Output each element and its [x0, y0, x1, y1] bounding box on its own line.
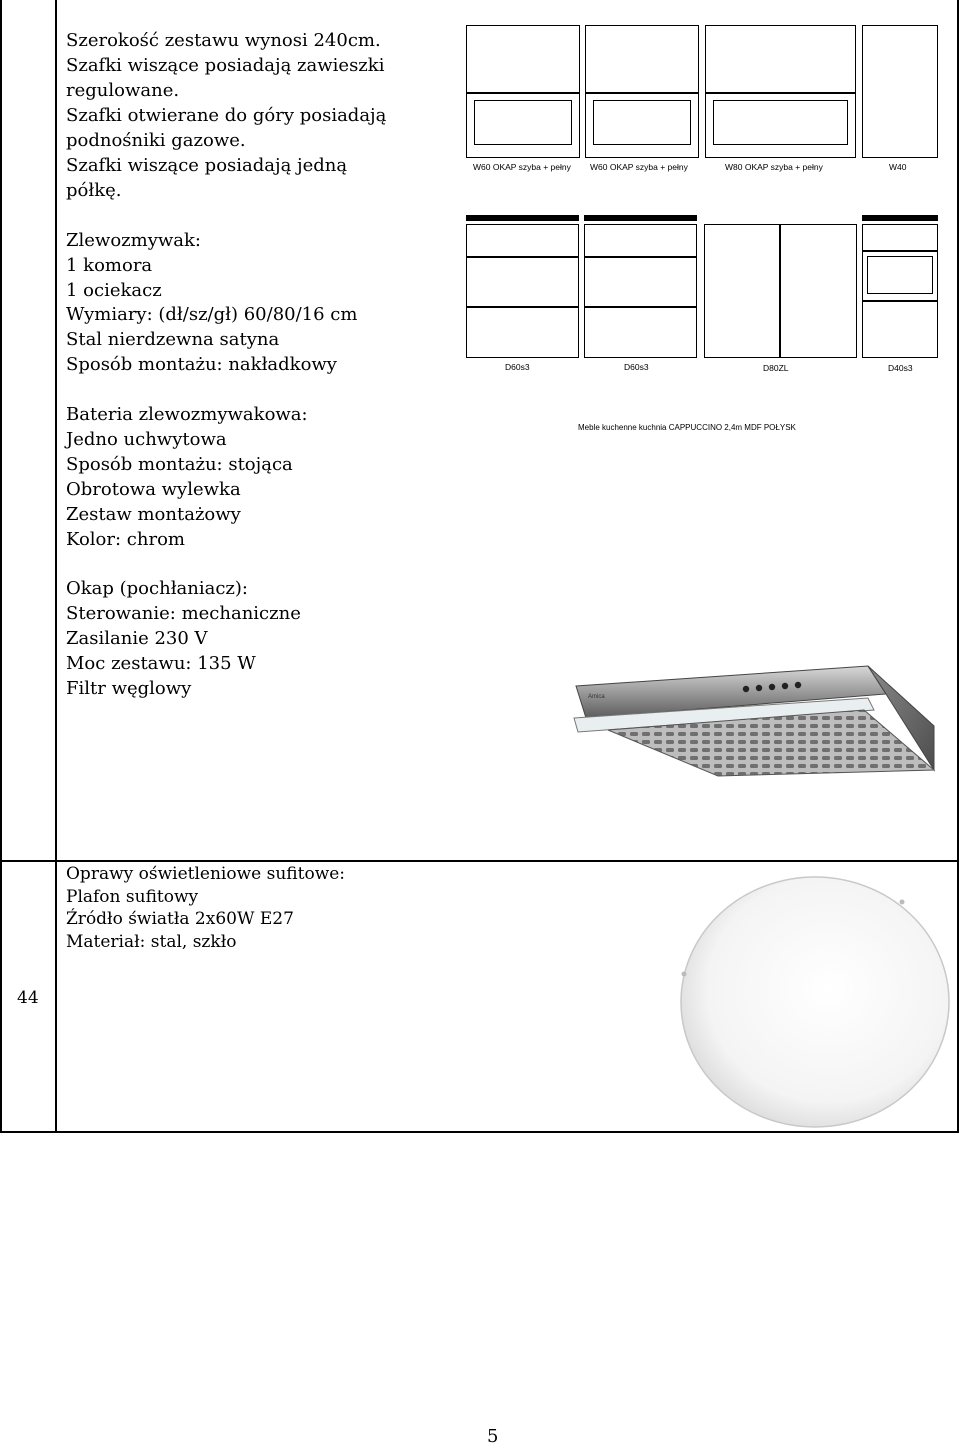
table-bottom-border	[0, 1131, 959, 1133]
cabinet-label: D60s3	[624, 362, 649, 372]
ceiling-lamp-image	[676, 872, 954, 1130]
text-line: Okap (pochłaniacz):	[66, 578, 248, 599]
cabinet-d60s3-b	[584, 224, 697, 358]
text-line: Zlewozmywak:	[66, 230, 201, 251]
hood-knob	[743, 686, 749, 692]
text-line: Szafki otwierane do góry posiadają	[66, 105, 387, 126]
text-line: regulowane.	[66, 80, 180, 101]
text-line: Wymiary: (dł/sz/gł) 60/80/16 cm	[66, 304, 358, 325]
hood-brand: Amica	[588, 694, 605, 700]
countertop	[584, 215, 697, 221]
cabinet-label: W80 OKAP szyba + pełny	[725, 162, 823, 172]
text-line: Moc zestawu: 135 W	[66, 653, 256, 674]
cabinet-label: W60 OKAP szyba + pełny	[473, 162, 571, 172]
range-hood-image	[568, 658, 938, 780]
door-divider	[779, 224, 781, 358]
cabinet-label: D60s3	[505, 362, 530, 372]
text-line: Obrotowa wylewka	[66, 479, 241, 500]
text-line: Stal nierdzewna satyna	[66, 329, 280, 350]
cabinet-glass-panel	[713, 100, 848, 145]
text-line: Bateria zlewozmywakowa:	[66, 404, 308, 425]
text-line: Sposób montażu: stojąca	[66, 454, 293, 475]
text-line: Szafki wiszące posiadają jedną	[66, 155, 348, 176]
hood-knob	[756, 685, 762, 691]
hood-knob	[795, 682, 801, 688]
text-line: Sposób montażu: nakładkowy	[66, 354, 337, 375]
text-line: Materiał: stal, szkło	[66, 932, 237, 952]
cabinet-label: W60 OKAP szyba + pełny	[590, 162, 688, 172]
text-line: Szafki wiszące posiadają zawieszki	[66, 55, 385, 76]
drawer-front	[867, 256, 933, 294]
cabinet-glass-panel	[593, 100, 691, 145]
cabinet-d60s3-a	[466, 224, 579, 358]
lamp-screw	[900, 900, 905, 905]
product-caption: Meble kuchenne kuchnia CAPPUCCINO 2,4m MDF POŁYSK	[578, 423, 796, 432]
cabinet-divider	[705, 92, 856, 94]
text-line: Jedno uchwytowa	[66, 429, 227, 450]
drawer-divider	[862, 300, 938, 302]
row-number: 44	[17, 988, 39, 1008]
text-line: półkę.	[66, 180, 122, 201]
table-column-divider	[55, 0, 57, 1133]
text-line: Plafon sufitowy	[66, 887, 199, 907]
cabinet-glass-panel	[474, 100, 572, 145]
text-line: Filtr węglowy	[66, 678, 192, 699]
lamp-screw	[682, 972, 687, 977]
drawer-divider	[466, 306, 579, 308]
cabinet-label: D80ZL	[763, 363, 789, 373]
cabinet-w40	[862, 25, 938, 158]
table-left-border	[0, 0, 2, 1133]
hood-knob	[769, 684, 775, 690]
countertop	[862, 215, 938, 221]
cabinet-divider	[585, 92, 699, 94]
cabinet-divider	[466, 92, 580, 94]
text-line: Zasilanie 230 V	[66, 628, 208, 649]
countertop	[466, 215, 579, 221]
hood-knob	[782, 683, 788, 689]
drawer-divider	[466, 256, 579, 258]
text-line: 1 komora	[66, 255, 153, 276]
cabinet-label: W40	[889, 162, 907, 172]
text-line: Sterowanie: mechaniczne	[66, 603, 301, 624]
table-right-border	[957, 0, 959, 1133]
drawer-divider	[584, 256, 697, 258]
cabinet-label: D40s3	[888, 363, 913, 373]
text-line: Źródło światła 2x60W E27	[66, 909, 294, 929]
drawer-divider	[584, 306, 697, 308]
text-line: Kolor: chrom	[66, 529, 185, 550]
cabinet-d80zl	[704, 224, 857, 358]
text-line: Zestaw montażowy	[66, 504, 241, 525]
text-line: Szerokość zestawu wynosi 240cm.	[66, 30, 381, 51]
text-line: 1 ociekacz	[66, 280, 162, 301]
drawer-divider	[862, 250, 938, 252]
text-line: Oprawy oświetleniowe sufitowe:	[66, 864, 346, 884]
text-line: podnośniki gazowe.	[66, 130, 246, 151]
table-row-divider	[0, 860, 959, 862]
page-number: 5	[487, 1426, 499, 1447]
